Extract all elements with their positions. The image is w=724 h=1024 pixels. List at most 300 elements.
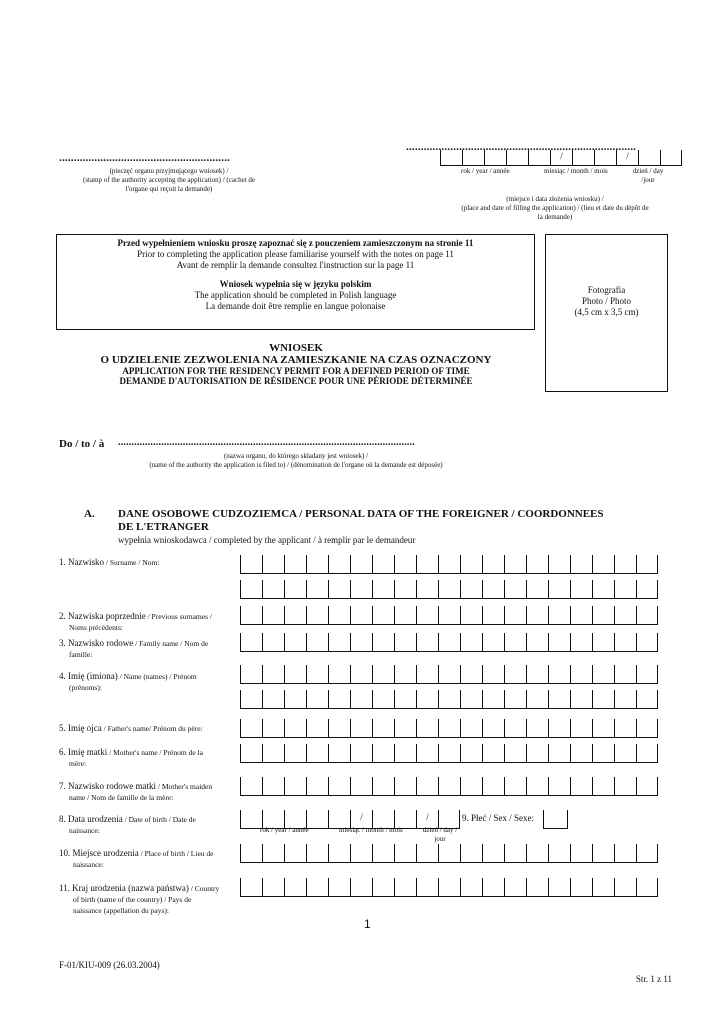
character-box[interactable]	[548, 633, 570, 651]
character-box[interactable]	[394, 744, 416, 762]
stamp-label-fr: l'organe qui reçoit la demande)	[125, 185, 213, 193]
character-box[interactable]	[240, 844, 262, 862]
character-box[interactable]	[592, 719, 614, 737]
character-box[interactable]	[240, 633, 262, 651]
character-box[interactable]	[416, 777, 438, 795]
character-box[interactable]	[482, 878, 504, 896]
surname-label	[59, 557, 239, 568]
label-sub: (prénoms):	[69, 683, 102, 692]
character-box[interactable]	[284, 690, 306, 708]
section-a-subtitle: wypełnia wnioskodawca / completed by the applicant / à remplir par le demandeur	[118, 535, 416, 545]
character-box[interactable]	[570, 555, 592, 573]
character-box[interactable]	[372, 744, 394, 762]
character-box[interactable]	[372, 719, 394, 737]
character-box[interactable]	[240, 719, 262, 737]
character-box[interactable]	[438, 744, 460, 762]
notice-language-fr: La demande doit être remplie en langue polonaise	[205, 301, 386, 311]
character-box[interactable]	[394, 606, 416, 624]
character-box[interactable]	[548, 744, 570, 762]
character-box[interactable]	[328, 606, 350, 624]
addressee-note-line: (name of the authority the application is filed to) / (dénomination de l'organe où la demande est déposée)	[149, 461, 443, 469]
character-box[interactable]	[394, 555, 416, 573]
character-box[interactable]	[504, 878, 526, 896]
character-box[interactable]	[394, 633, 416, 651]
character-box[interactable]	[504, 719, 526, 737]
character-box[interactable]	[548, 844, 570, 862]
character-box[interactable]	[438, 606, 460, 624]
character-box[interactable]	[416, 744, 438, 762]
character-box[interactable]	[306, 777, 328, 795]
date-box[interactable]	[484, 150, 506, 165]
notice-box	[56, 234, 535, 330]
character-box[interactable]	[416, 606, 438, 624]
stamp-label-en: (stamp of the authority accepting the application) / (cachet de	[82, 176, 255, 184]
character-box[interactable]	[526, 744, 548, 762]
character-box[interactable]	[240, 665, 262, 683]
character-box[interactable]	[504, 555, 526, 573]
character-box[interactable]	[416, 719, 438, 737]
character-box[interactable]	[438, 633, 460, 651]
character-box[interactable]	[350, 690, 372, 708]
character-box[interactable]	[328, 744, 350, 762]
character-box[interactable]	[262, 878, 284, 896]
character-box[interactable]	[416, 633, 438, 651]
character-box[interactable]	[570, 744, 592, 762]
character-box[interactable]	[240, 744, 262, 762]
character-box[interactable]	[350, 719, 372, 737]
character-box[interactable]	[394, 690, 416, 708]
date-box[interactable]	[528, 150, 550, 165]
character-box[interactable]	[438, 777, 460, 795]
photo-box	[545, 234, 668, 392]
character-box[interactable]	[614, 665, 636, 683]
character-box[interactable]	[592, 777, 614, 795]
character-box[interactable]	[350, 665, 372, 683]
father-name-label	[59, 723, 239, 734]
character-box[interactable]	[636, 580, 658, 598]
character-box[interactable]	[394, 844, 416, 862]
label-sub: / Mother's maiden	[155, 782, 213, 791]
character-box[interactable]	[570, 690, 592, 708]
label-sub: name / Nom de famille de la mère:	[69, 793, 174, 802]
character-box[interactable]	[636, 777, 658, 795]
character-box[interactable]	[372, 555, 394, 573]
character-box[interactable]	[504, 844, 526, 862]
character-box[interactable]	[438, 719, 460, 737]
character-box[interactable]	[372, 844, 394, 862]
character-box[interactable]	[350, 580, 372, 598]
label-sub: / Place of birth / Lieu de	[138, 849, 214, 858]
application-date-boxes[interactable]	[440, 150, 682, 166]
character-box[interactable]	[394, 719, 416, 737]
character-box[interactable]	[636, 744, 658, 762]
character-box[interactable]	[460, 719, 482, 737]
character-box[interactable]	[306, 580, 328, 598]
character-box[interactable]	[592, 606, 614, 624]
character-box[interactable]	[306, 844, 328, 862]
character-box[interactable]	[306, 606, 328, 624]
character-box[interactable]	[284, 633, 306, 651]
date-box[interactable]	[594, 150, 616, 165]
label-main: 11. Kraj urodzenia (nazwa państwa)	[59, 883, 189, 893]
character-box[interactable]	[482, 744, 504, 762]
character-box[interactable]	[394, 777, 416, 795]
title-line: APPLICATION FOR THE RESIDENCY PERMIT FOR A DEFINED PERIOD OF TIME	[122, 366, 470, 376]
character-box[interactable]	[328, 580, 350, 598]
character-box[interactable]	[328, 878, 350, 896]
character-box[interactable]	[438, 690, 460, 708]
character-box[interactable]	[284, 744, 306, 762]
character-box[interactable]	[394, 878, 416, 896]
character-box[interactable]	[526, 555, 548, 573]
label-sub: / Country	[188, 884, 220, 893]
character-box[interactable]	[262, 744, 284, 762]
character-box[interactable]	[636, 606, 658, 624]
dob-day-label-line: jour	[434, 835, 446, 843]
character-box[interactable]	[548, 580, 570, 598]
label-sub: famille:	[69, 650, 93, 659]
place-date-line: la demande)	[537, 213, 573, 221]
character-box[interactable]	[372, 665, 394, 683]
character-box[interactable]	[350, 878, 372, 896]
character-box[interactable]	[350, 555, 372, 573]
character-box[interactable]	[504, 606, 526, 624]
character-box[interactable]	[636, 878, 658, 896]
character-box-row[interactable]	[240, 633, 658, 652]
character-box[interactable]	[482, 844, 504, 862]
character-box[interactable]	[482, 606, 504, 624]
character-box[interactable]	[284, 777, 306, 795]
character-box[interactable]	[570, 580, 592, 598]
character-box[interactable]	[372, 580, 394, 598]
notice-line-pl: Przed wypełnieniem wniosku proszę zapoznać się z pouczeniem zamieszczonym na stronie 11	[117, 238, 474, 248]
stamp-dotted-line: ..........................................................	[59, 152, 231, 164]
title-line: WNIOSEK	[269, 342, 323, 354]
character-box[interactable]	[614, 844, 636, 862]
character-box[interactable]	[636, 633, 658, 651]
character-box[interactable]	[438, 555, 460, 573]
character-box[interactable]	[416, 555, 438, 573]
character-box[interactable]	[526, 777, 548, 795]
character-box[interactable]	[526, 665, 548, 683]
label-sub: naissance:	[73, 860, 104, 869]
character-box[interactable]	[416, 690, 438, 708]
character-box[interactable]	[438, 665, 460, 683]
character-box[interactable]	[284, 555, 306, 573]
character-box-row[interactable]	[240, 690, 658, 709]
notice-language-en: The application should be completed in Polish language	[194, 290, 397, 300]
character-box[interactable]	[350, 744, 372, 762]
date-box[interactable]	[440, 150, 462, 165]
notice-line-en: Prior to completing the application please familiarise yourself with the notes on page 11	[137, 249, 454, 259]
label-sub: / Family name / Nom de	[133, 639, 209, 648]
character-box-row[interactable]	[240, 719, 658, 738]
label-main: 4. Imię (imiona)	[59, 671, 118, 681]
label-main: 7. Nazwisko rodowe matki	[59, 781, 156, 791]
first-names-label	[59, 671, 239, 693]
character-box[interactable]	[240, 580, 262, 598]
character-box[interactable]	[548, 690, 570, 708]
character-box[interactable]	[350, 777, 372, 795]
character-box[interactable]	[592, 555, 614, 573]
place-dotted-line: ..............................................................................	[406, 141, 637, 153]
date-year-label: rok / year / année	[461, 167, 510, 175]
character-box[interactable]	[306, 633, 328, 651]
character-box[interactable]	[636, 844, 658, 862]
character-box[interactable]	[526, 633, 548, 651]
dob-day-label	[418, 826, 462, 844]
character-box[interactable]	[570, 878, 592, 896]
country-of-birth-label	[59, 883, 245, 916]
label-sub: / Mother's name / Prénom de la	[107, 748, 203, 757]
character-box[interactable]	[526, 606, 548, 624]
character-box[interactable]	[636, 665, 658, 683]
character-box[interactable]	[614, 606, 636, 624]
family-name-label	[59, 638, 239, 660]
character-box[interactable]	[482, 580, 504, 598]
character-box[interactable]	[526, 719, 548, 737]
character-box[interactable]	[262, 844, 284, 862]
date-box[interactable]	[240, 810, 262, 828]
character-box[interactable]	[460, 690, 482, 708]
place-date-line: (place and date of filling the application) / (lieu et date du dépôt de	[461, 204, 649, 212]
date-box[interactable]	[572, 150, 594, 165]
character-box[interactable]	[504, 580, 526, 598]
photo-label-pl: Fotografia	[587, 285, 626, 295]
date-box[interactable]	[506, 150, 528, 165]
character-box[interactable]	[460, 777, 482, 795]
character-box[interactable]	[482, 719, 504, 737]
date-box[interactable]	[306, 810, 328, 828]
date-of-birth-label	[59, 814, 239, 836]
character-box[interactable]	[482, 633, 504, 651]
character-box-row[interactable]	[240, 665, 658, 684]
character-box[interactable]	[548, 606, 570, 624]
character-box[interactable]	[570, 719, 592, 737]
date-box[interactable]	[462, 150, 484, 165]
date-month-label: miesiąc / month / mois	[544, 167, 608, 175]
character-box[interactable]	[570, 844, 592, 862]
label-main: 2. Nazwiska poprzednie	[59, 611, 146, 621]
label-main: 8. Data urodzenia	[59, 814, 123, 824]
character-box[interactable]	[482, 665, 504, 683]
character-box[interactable]	[240, 777, 262, 795]
date-box[interactable]	[638, 150, 660, 165]
character-box[interactable]	[350, 606, 372, 624]
date-box[interactable]	[660, 150, 682, 165]
character-box[interactable]	[284, 580, 306, 598]
character-box[interactable]	[262, 555, 284, 573]
character-box[interactable]	[460, 665, 482, 683]
character-box[interactable]	[592, 844, 614, 862]
character-box[interactable]	[592, 878, 614, 896]
notice-line-fr: Avant de remplir la demande consultez l'instruction sur la page 11	[176, 260, 415, 270]
character-box-row[interactable]	[240, 580, 658, 599]
dob-month-label: miesiąc / month / mois	[339, 826, 403, 834]
character-box[interactable]	[262, 665, 284, 683]
date-separator: /	[416, 810, 438, 828]
character-box[interactable]	[526, 844, 548, 862]
character-box[interactable]	[262, 580, 284, 598]
character-box[interactable]	[306, 878, 328, 896]
character-box[interactable]	[570, 606, 592, 624]
character-box[interactable]	[284, 665, 306, 683]
character-box[interactable]	[284, 878, 306, 896]
character-box[interactable]	[328, 555, 350, 573]
sex-label: 9. Płeć / Sex / Sexe:	[462, 813, 534, 823]
character-box[interactable]	[614, 555, 636, 573]
dob-day-label-line: dzień / day /	[422, 826, 458, 834]
character-box[interactable]	[614, 719, 636, 737]
character-box[interactable]	[416, 580, 438, 598]
character-box[interactable]	[328, 690, 350, 708]
character-box[interactable]	[504, 690, 526, 708]
character-box[interactable]	[240, 878, 262, 896]
character-box[interactable]	[372, 777, 394, 795]
character-box[interactable]	[592, 633, 614, 651]
character-box-row[interactable]	[240, 744, 658, 763]
character-box[interactable]	[592, 580, 614, 598]
addressee-note	[96, 452, 496, 470]
character-box[interactable]	[328, 719, 350, 737]
character-box[interactable]	[306, 555, 328, 573]
character-box[interactable]	[372, 606, 394, 624]
character-box[interactable]	[262, 606, 284, 624]
page-number: 1	[364, 917, 371, 931]
label-sub: / Surname / Nom:	[104, 558, 160, 567]
character-box[interactable]	[306, 719, 328, 737]
character-box[interactable]	[504, 777, 526, 795]
label-sub: / Date of birth / Date de	[122, 815, 196, 824]
character-box[interactable]	[592, 690, 614, 708]
character-box[interactable]	[438, 580, 460, 598]
character-box[interactable]	[416, 878, 438, 896]
character-box[interactable]	[284, 844, 306, 862]
character-box-row[interactable]	[240, 606, 658, 625]
character-box[interactable]	[262, 777, 284, 795]
character-box[interactable]	[614, 580, 636, 598]
character-box[interactable]	[394, 665, 416, 683]
character-box[interactable]	[328, 777, 350, 795]
character-box[interactable]	[460, 580, 482, 598]
character-box[interactable]	[306, 665, 328, 683]
character-box[interactable]	[482, 777, 504, 795]
character-box[interactable]	[636, 719, 658, 737]
character-box[interactable]	[438, 878, 460, 896]
addressee-dotted-line[interactable]: ..............................................................................................................	[118, 437, 415, 448]
character-box[interactable]	[548, 878, 570, 896]
character-box[interactable]	[262, 633, 284, 651]
mother-maiden-name-label	[59, 781, 239, 803]
character-box[interactable]	[350, 844, 372, 862]
character-box[interactable]	[416, 665, 438, 683]
character-box[interactable]	[636, 690, 658, 708]
character-box[interactable]	[394, 580, 416, 598]
character-box[interactable]	[548, 719, 570, 737]
character-box[interactable]	[328, 844, 350, 862]
character-box[interactable]	[570, 777, 592, 795]
character-box[interactable]	[482, 690, 504, 708]
place-date-line: (miejsce i data złożenia wniosku) /	[506, 195, 604, 203]
character-box[interactable]	[306, 744, 328, 762]
character-box[interactable]	[240, 555, 262, 573]
character-box[interactable]	[526, 580, 548, 598]
character-box[interactable]	[262, 719, 284, 737]
addressee-label: Do / to / à	[59, 438, 105, 450]
character-box[interactable]	[526, 878, 548, 896]
character-box[interactable]	[548, 665, 570, 683]
character-box[interactable]	[438, 844, 460, 862]
character-box[interactable]	[240, 690, 262, 708]
character-box[interactable]	[372, 878, 394, 896]
character-box[interactable]	[284, 719, 306, 737]
character-box[interactable]	[262, 690, 284, 708]
label-sub: mère:	[69, 759, 87, 768]
character-box[interactable]	[240, 606, 262, 624]
character-box[interactable]	[284, 606, 306, 624]
character-box[interactable]	[306, 690, 328, 708]
character-box[interactable]	[372, 690, 394, 708]
character-box-row[interactable]	[240, 555, 658, 574]
character-box[interactable]	[570, 633, 592, 651]
character-box[interactable]	[328, 665, 350, 683]
date-separator: /	[550, 150, 572, 165]
label-sub: naissance:	[69, 826, 100, 835]
character-box[interactable]	[592, 744, 614, 762]
dob-year-label: rok / year / année	[260, 826, 309, 834]
section-a-letter: A.	[84, 508, 95, 520]
character-box[interactable]	[636, 555, 658, 573]
character-box[interactable]	[614, 878, 636, 896]
character-box[interactable]	[372, 633, 394, 651]
character-box[interactable]	[548, 555, 570, 573]
addressee-note-line: (nazwa organu, do którego składany jest wniosek) /	[223, 452, 369, 460]
character-box[interactable]	[614, 690, 636, 708]
character-box[interactable]	[460, 878, 482, 896]
sex-box[interactable]	[543, 810, 568, 829]
character-box[interactable]	[614, 777, 636, 795]
character-box[interactable]	[416, 844, 438, 862]
photo-label-en: Photo / Photo	[581, 296, 631, 306]
character-box[interactable]	[460, 633, 482, 651]
character-box[interactable]	[504, 665, 526, 683]
character-box[interactable]	[460, 844, 482, 862]
character-box[interactable]	[504, 744, 526, 762]
character-box[interactable]	[460, 744, 482, 762]
section-a-title	[118, 508, 678, 534]
character-box[interactable]	[460, 555, 482, 573]
character-box[interactable]	[614, 744, 636, 762]
label-main: 10. Miejsce urodzenia	[59, 848, 139, 858]
character-box[interactable]	[504, 633, 526, 651]
label-main: 5. Imię ojca	[59, 723, 102, 733]
character-box[interactable]	[592, 665, 614, 683]
character-box[interactable]	[350, 633, 372, 651]
character-box[interactable]	[548, 777, 570, 795]
character-box-row[interactable]	[240, 878, 658, 897]
character-box-row[interactable]	[240, 777, 658, 796]
character-box[interactable]	[526, 690, 548, 708]
title-line: DEMANDE D'AUTORISATION DE RÉSIDENCE POUR UNE PÉRIODE DÉTERMINÉE	[119, 376, 473, 386]
title-line: O UDZIELENIE ZEZWOLENIA NA ZAMIESZKANIE NA CZAS OZNACZONY	[100, 354, 492, 366]
character-box-row[interactable]	[240, 844, 658, 863]
date-separator: /	[350, 810, 372, 828]
character-box[interactable]	[570, 665, 592, 683]
character-box[interactable]	[328, 633, 350, 651]
character-box[interactable]	[614, 633, 636, 651]
character-box[interactable]	[460, 606, 482, 624]
character-box[interactable]	[482, 555, 504, 573]
